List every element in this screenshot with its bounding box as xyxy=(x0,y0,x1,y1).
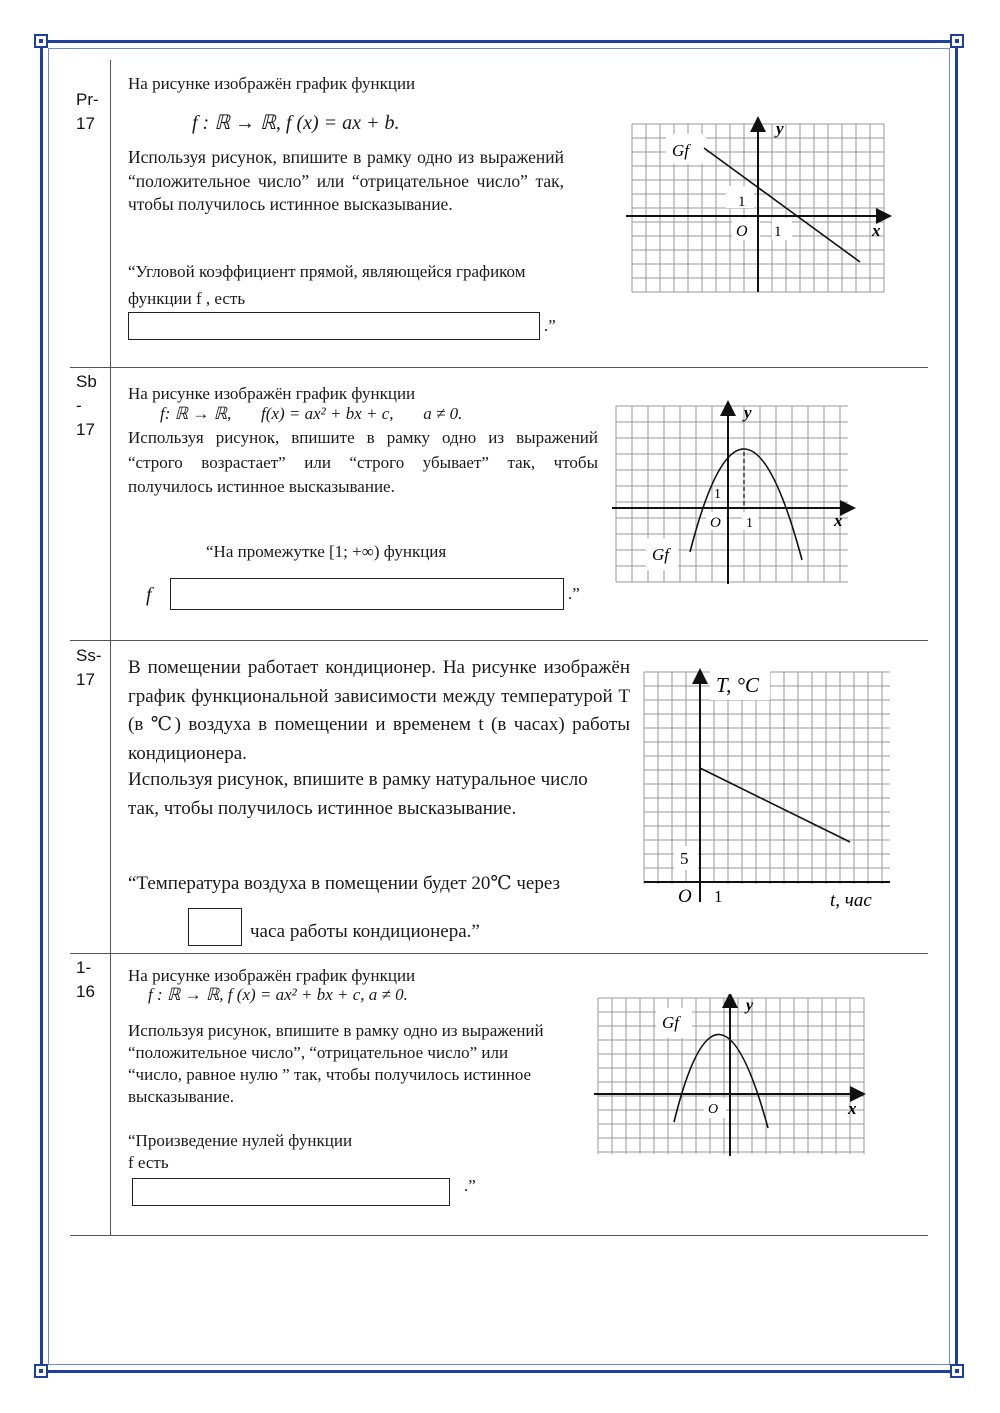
task-intro: На рисунке изображён график функции xyxy=(128,384,416,403)
origin-label: O xyxy=(710,515,721,531)
task-intro: На рисунке изображён график функции xyxy=(128,74,416,93)
x-tick-label: 1 xyxy=(746,516,753,531)
task-formula: f : ℝ → ℝ, f (x) = ax² + bx + c, a ≠ 0. xyxy=(148,985,408,1004)
task-formula: f : ℝ → ℝ, f (x) = ax + b. xyxy=(192,112,400,134)
task-statement: “Произведение нулей функции f есть xyxy=(128,1131,353,1172)
x-axis-label: x xyxy=(834,511,843,530)
y-axis-label: y xyxy=(744,403,752,422)
graph-label: Gf xyxy=(652,545,669,564)
row-divider xyxy=(70,640,928,641)
x-axis-label: x xyxy=(872,221,881,240)
task-id: Sb - 17 xyxy=(76,372,97,439)
statement-tail: .” xyxy=(544,316,556,335)
temperature-graph xyxy=(638,666,894,912)
y-axis-label: y xyxy=(776,119,784,138)
answer-box[interactable] xyxy=(170,578,564,610)
x-tick-label: 1 xyxy=(714,887,723,906)
task-instruction: Используя рисунок, впишите в рамку одно из выражений “строго возрастает” или “строго убывает” так, чтобы получилось истинное высказывание. xyxy=(128,428,598,496)
statement-tail: .” xyxy=(568,584,580,603)
answer-box[interactable] xyxy=(128,312,540,340)
statement-tail: часа работы кондиционера.” xyxy=(250,921,480,942)
parabola-curve xyxy=(690,449,802,560)
task-formula: f: ℝ → ℝ, f(x) = ax² + bx + c, a ≠ 0. xyxy=(160,404,463,423)
border-corner xyxy=(950,34,964,48)
row-divider xyxy=(70,953,928,954)
row-divider xyxy=(70,367,928,368)
table-column-divider xyxy=(110,60,111,1235)
task-instruction: В помещении работает кондиционер. На рисунке изображён график функциональной зависимости между температурой T (в ℃) воздуха в помещении и временем t (в часах) работы кондиционера. xyxy=(128,657,630,764)
border-corner xyxy=(34,34,48,48)
x-tick-label: 1 xyxy=(774,224,782,240)
task-intro: На рисунке изображён график функции xyxy=(128,966,416,985)
y-tick-label: 5 xyxy=(680,849,689,868)
origin-label: O xyxy=(736,223,748,240)
task-instruction: Используя рисунок, впишите в рамку одно из выражений “положительное число” или “отрицательное число” так, чтобы получилось истинное высказывание. xyxy=(128,147,564,214)
y-axis-label: y xyxy=(746,997,754,1014)
parabola-graph-2 xyxy=(594,994,866,1160)
x-axis-label: t, час xyxy=(830,890,872,911)
linear-function-graph xyxy=(626,116,892,296)
graph-label: Gf xyxy=(662,1013,679,1032)
y-tick-label: 1 xyxy=(738,194,746,210)
parabola-graph-1 xyxy=(612,400,856,586)
task-instruction-2: Используя рисунок, впишите в рамку натуральное число так, чтобы получилось истинное высказывание. xyxy=(128,769,588,819)
task-statement: “Температура воздуха в помещении будет 20℃ через xyxy=(128,873,561,894)
origin-label: O xyxy=(678,886,692,907)
origin-label: O xyxy=(708,1102,719,1117)
border-corner xyxy=(34,1364,48,1378)
task-id: Pr- 17 xyxy=(76,90,99,133)
answer-box[interactable] xyxy=(188,908,242,946)
border-corner xyxy=(950,1364,964,1378)
graph-label: Gf xyxy=(672,141,689,160)
answer-box[interactable] xyxy=(132,1178,450,1206)
y-tick-label: 1 xyxy=(714,487,721,502)
task-statement: “Угловой коэффициент прямой, являющейся графиком функции f , есть xyxy=(128,262,526,308)
statement-tail: .” xyxy=(464,1176,476,1195)
row-divider xyxy=(70,1235,928,1236)
x-axis-label: x xyxy=(848,1099,857,1118)
y-axis-label: T, °C xyxy=(716,673,760,697)
task-id: Ss- 17 xyxy=(76,646,102,689)
temperature-line xyxy=(700,768,850,842)
task-statement: “На промежутке [1; +∞) функция xyxy=(206,542,447,561)
task-id: 1- 16 xyxy=(76,958,95,1001)
function-symbol: f xyxy=(146,584,152,606)
task-instruction: Используя рисунок, впишите в рамку одно из выражений “положительное число”, “отрицательное число” или “число, равное нулю ” так, чтобы получилось истинное высказывание. xyxy=(128,1021,544,1106)
